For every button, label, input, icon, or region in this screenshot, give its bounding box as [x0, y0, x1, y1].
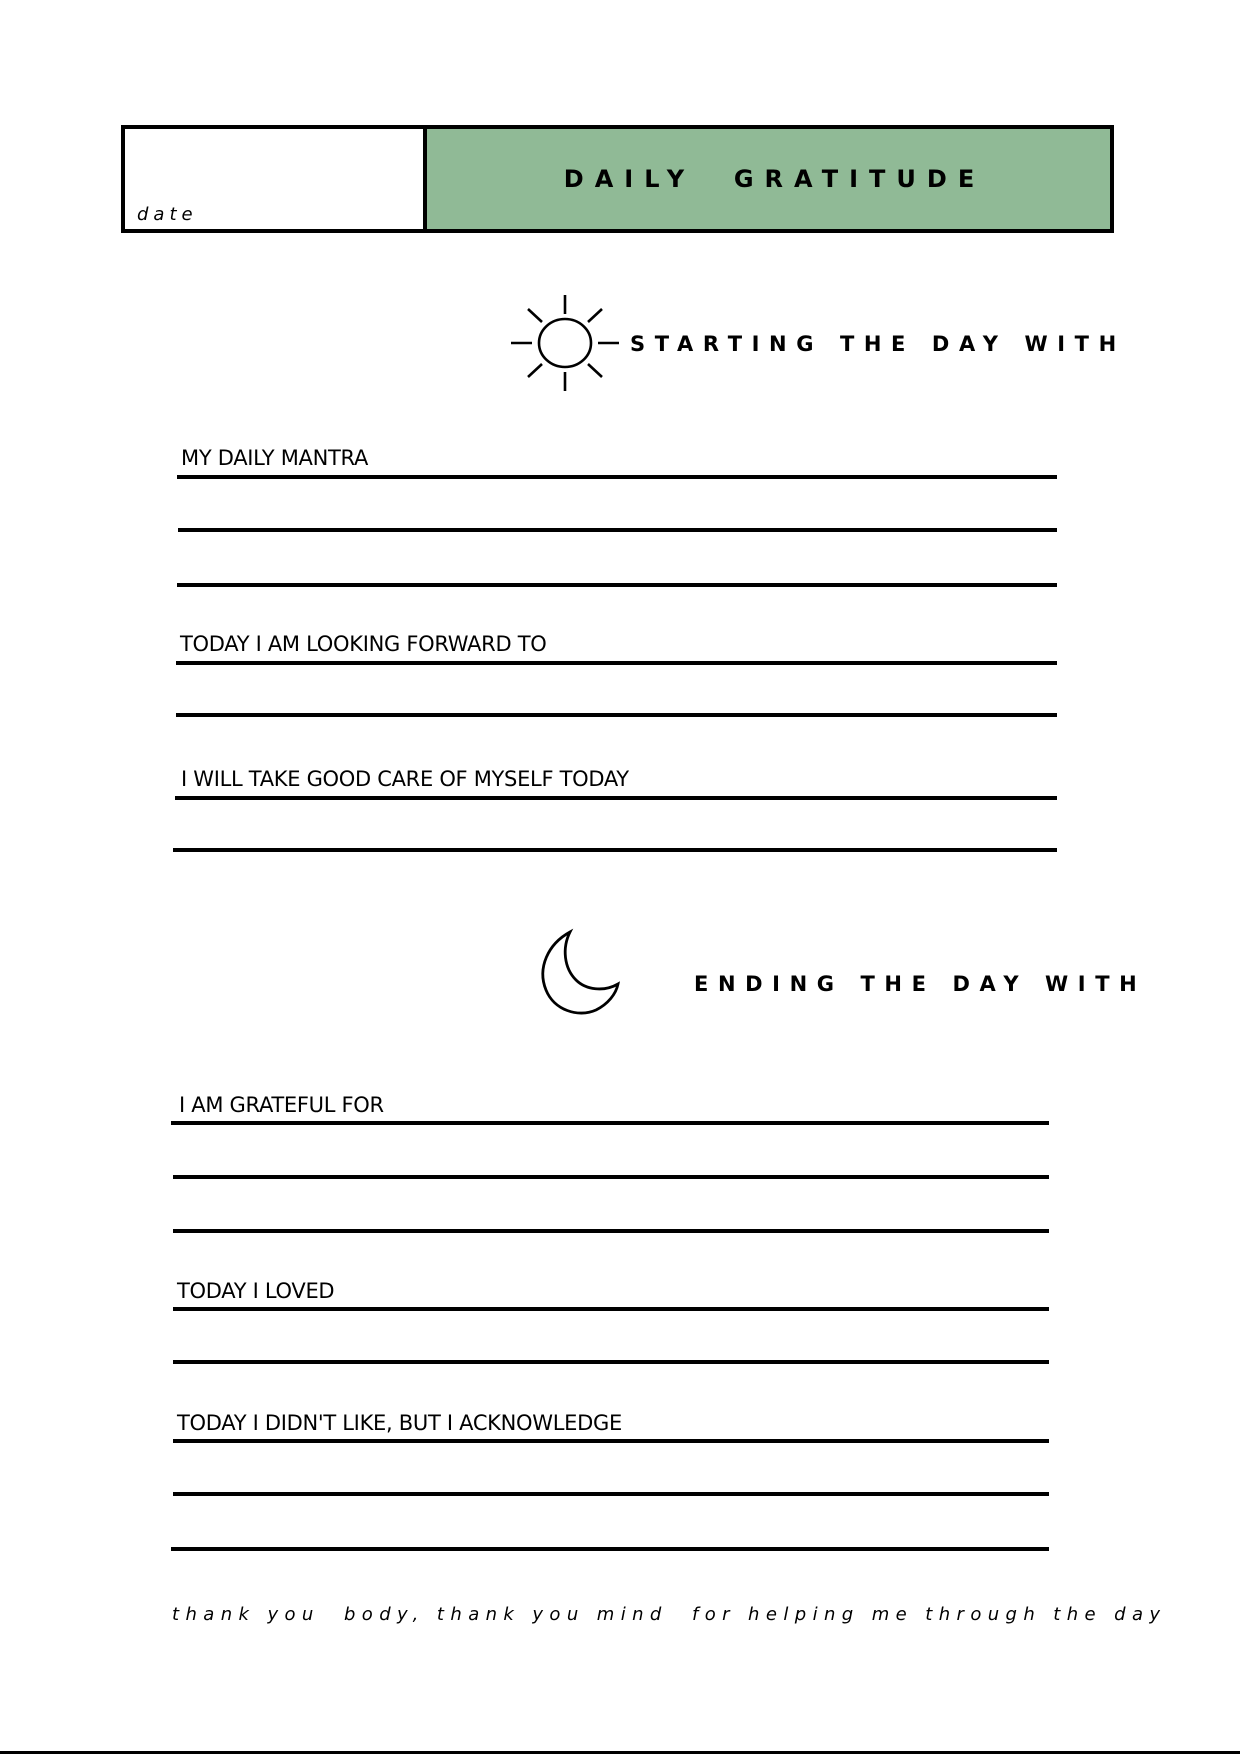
write-line[interactable]	[173, 848, 1057, 852]
write-line[interactable]	[171, 1547, 1049, 1551]
footer-affirmation: thank you body, thank you mind for helping me through the day	[172, 1604, 1167, 1625]
write-line[interactable]	[173, 1307, 1049, 1311]
morning-heading: STARTING THE DAY WITH	[630, 332, 1126, 356]
title-banner	[427, 129, 1110, 229]
write-line[interactable]	[175, 796, 1057, 800]
sun-icon	[505, 290, 625, 396]
write-line[interactable]	[173, 1492, 1049, 1496]
field-label-didnt-like: TODAY I DIDN'T LIKE, BUT I ACKNOWLEDGE	[177, 1411, 622, 1435]
date-field[interactable]	[125, 129, 427, 229]
header-box	[121, 125, 1114, 233]
field-label-today-i-loved: TODAY I LOVED	[177, 1279, 335, 1303]
field-label-looking-forward: TODAY I AM LOOKING FORWARD TO	[180, 632, 547, 656]
write-line[interactable]	[173, 1175, 1049, 1179]
write-line[interactable]	[173, 1439, 1049, 1443]
write-line[interactable]	[178, 528, 1057, 532]
date-label: date	[137, 204, 198, 225]
write-line[interactable]	[176, 713, 1057, 717]
write-line[interactable]	[171, 1121, 1049, 1125]
write-line[interactable]	[177, 583, 1057, 587]
page-title: DAILY GRATITUDE	[563, 165, 986, 193]
field-label-self-care: I WILL TAKE GOOD CARE OF MYSELF TODAY	[181, 767, 629, 791]
write-line[interactable]	[173, 1360, 1049, 1364]
evening-heading: ENDING THE DAY WITH	[694, 972, 1147, 996]
moon-icon	[532, 928, 622, 1018]
write-line[interactable]	[176, 661, 1057, 665]
write-line[interactable]	[177, 475, 1057, 479]
field-label-daily-mantra: MY DAILY MANTRA	[181, 446, 369, 470]
write-line[interactable]	[173, 1229, 1049, 1233]
field-label-grateful-for: I AM GRATEFUL FOR	[179, 1093, 384, 1117]
